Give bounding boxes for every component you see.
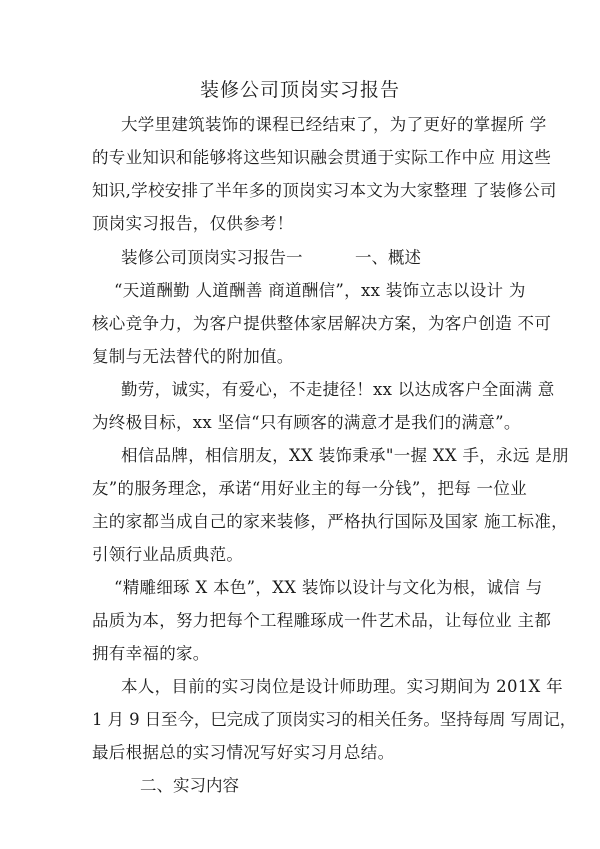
para1-line-2: 核心竞争力，为客户提供整体家居解决方案，为客户创造 不可 (92, 314, 552, 333)
para3-line-3: 主的家都当成自己的家来装修，严格执行国际及国家 施工标准， (92, 512, 568, 531)
intro-line-2: 的专业知识和能够将这些知识融会贯通于实际工作中应 用这些 (92, 148, 552, 167)
document-title: 装修公司顶岗实习报告 (199, 79, 400, 101)
para5-line-2: 1 月 9 日至今，巳完成了顶岗实习的相关任务。坚持每周 写周记， (92, 710, 577, 729)
intro-line-1: 大学里建筑装饰的课程已经结束了，为了更好的掌握所 学 (121, 115, 547, 134)
para3-line-1: 相信品牌，相信朋友，XX 装饰秉承"一握 XX 手，永远 是朋 (121, 446, 569, 465)
para4-line-2: 品质为本，努力把每个工程雕琢成一件艺术品，让每位业 主都 (92, 611, 552, 630)
para2-line-2: 为终极目标，xx 坚信“只有顾客的满意才是我们的满意”。 (92, 413, 521, 432)
para4-line-1: “精雕细琢 X 本色”，XX 装饰以设计与文化为根，诚信 与 (114, 578, 543, 597)
section-heading-content: 二、实习内容 (140, 776, 239, 795)
section-heading-overview: 一、概述 (355, 248, 421, 267)
intro-line-4: 顶岗实习报告，仅供参考！ (92, 214, 294, 233)
report-label: 装修公司顶岗实习报告一 (121, 248, 303, 267)
para3-line-4: 引领行业品质典范。 (92, 545, 244, 564)
para5-line-3: 最后根据总的实习情况写好实习月总结。 (92, 743, 395, 762)
para1-line-1: “天道酬勤 人道酬善 商道酬信”，xx 装饰立志以设计 为 (114, 281, 526, 300)
intro-line-3: 知识,学校安排了半年多的顶岗实习本文为大家整理 了装修公司 (92, 181, 557, 200)
para4-line-3: 拥有幸福的家。 (92, 644, 210, 663)
para3-line-2: 友”的服务理念，承诺“用好业主的每一分钱”，把每 一位业 (92, 479, 527, 498)
para2-line-1: 勤劳，诚实，有爱心，不走捷径！xx 以达成客户全面满 意 (121, 380, 555, 399)
para5-line-1: 本人，目前的实习岗位是设计师助理。实习期间为 201X 年 (121, 677, 563, 696)
para1-line-3: 复制与无法替代的附加值。 (92, 347, 294, 366)
